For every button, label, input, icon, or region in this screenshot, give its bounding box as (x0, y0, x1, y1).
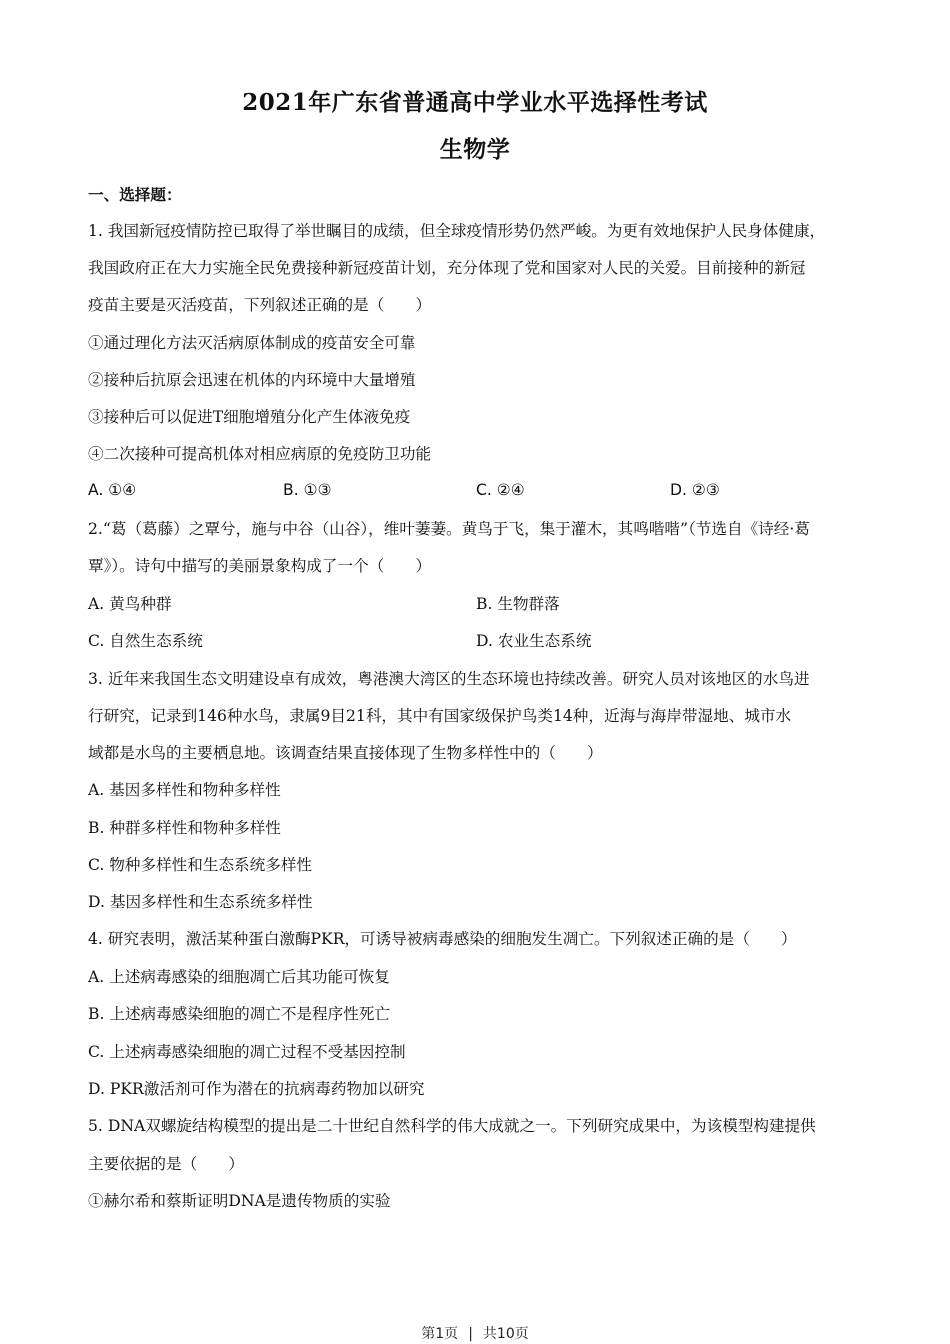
q3-stem-line-2: 行研究，记录到146种水鸟，隶属9目21科，其中有国家级保护鸟类14种，近海与海岸带湿地、城市水 (88, 707, 792, 725)
q5-stem-line-2: 主要依据的是（ ） (88, 1155, 244, 1173)
page-footer (0, 1323, 950, 1343)
q3-option-d: D. 基因多样性和生态系统多样性 (88, 893, 313, 911)
q4-stem-line-1: 4. 研究表明，激活某种蛋白激酶PKR，可诱导被病毒感染的细胞发生凋亡。下列叙述正确的是（ ） (88, 930, 797, 948)
q3-option-c: C. 物种多样性和生态系统多样性 (88, 856, 313, 874)
q1-stem-line-1: 1. 我国新冠疫情防控已取得了举世瞩目的成绩，但全球疫情形势仍然严峻。为更有效地保护人民身体健康， (88, 222, 826, 240)
q5-item-1: ①赫尔希和蔡斯证明DNA是遗传物质的实验 (88, 1192, 391, 1210)
q2-stem-line-2: 覃》）。诗句中描写的美丽景象构成了一个（ ） (88, 557, 432, 575)
q1-option-d: D. ②③ (670, 481, 720, 499)
q1-item-1: ①通过理化方法灭活病原体制成的疫苗安全可靠 (88, 334, 416, 352)
q1-stem-line-2: 我国政府正在大力实施全民免费接种新冠疫苗计划，充分体现了党和国家对人民的关爱。目前接种的新冠 (88, 259, 806, 277)
q3-option-a: A. 基因多样性和物种多样性 (88, 781, 281, 799)
q2-option-d: D. 农业生态系统 (476, 632, 592, 650)
q1-option-a: A. ①④ (88, 481, 137, 499)
page-number: 第1页 (421, 1326, 459, 1342)
q1-item-4: ④二次接种可提高机体对相应病原的免疫防卫功能 (88, 445, 432, 463)
q2-option-a: A. 黄鸟种群 (88, 595, 172, 613)
q5-stem-line-1: 5. DNA双螺旋结构模型的提出是二十世纪自然科学的伟大成就之一。下列研究成果中，为该模型构建提供 (88, 1117, 816, 1135)
q4-option-d: D. PKR激活剂可作为潜在的抗病毒药物加以研究 (88, 1080, 425, 1098)
q3-stem-line-1: 3. 近年来我国生态文明建设卓有成效，粤港澳大湾区的生态环境也持续改善。研究人员对该地区的水鸟进 (88, 670, 810, 688)
page-total: 共10页 (482, 1326, 529, 1342)
q1-item-2: ②接种后抗原会迅速在机体的内环境中大量增殖 (88, 371, 416, 389)
exam-subtitle: 生物学 (439, 136, 511, 163)
q1-stem-line-3: 疫苗主要是灭活疫苗，下列叙述正确的是（ ） (88, 296, 432, 314)
q2-option-b: B. 生物群落 (476, 595, 560, 613)
q2-option-c: C. 自然生态系统 (88, 632, 203, 650)
q4-option-a: A. 上述病毒感染的细胞凋亡后其功能可恢复 (88, 968, 390, 986)
q1-option-b: B. ①③ (283, 481, 332, 499)
section-heading: 一、选择题： (88, 185, 182, 204)
q2-stem-line-1: 2.“葛（葛藤）之覃兮，施与中谷（山谷），维叶萋萋。黄鸟于飞，集于灌木，其鸣喈喈”（节选自《诗经·葛 (88, 520, 810, 538)
q1-item-3: ③接种后可以促进T细胞增殖分化产生体液免疫 (88, 408, 411, 426)
q4-option-b: B. 上述病毒感染细胞的凋亡不是程序性死亡 (88, 1005, 391, 1023)
exam-title: 2021年广东省普通高中学业水平选择性考试 (242, 89, 708, 116)
footer-separator: | (468, 1326, 473, 1342)
q3-option-b: B. 种群多样性和物种多样性 (88, 819, 281, 837)
q1-option-c: C. ②④ (476, 481, 525, 499)
q4-option-c: C. 上述病毒感染细胞的凋亡过程不受基因控制 (88, 1043, 406, 1061)
q3-stem-line-3: 域都是水鸟的主要栖息地。该调查结果直接体现了生物多样性中的（ ） (88, 744, 603, 762)
